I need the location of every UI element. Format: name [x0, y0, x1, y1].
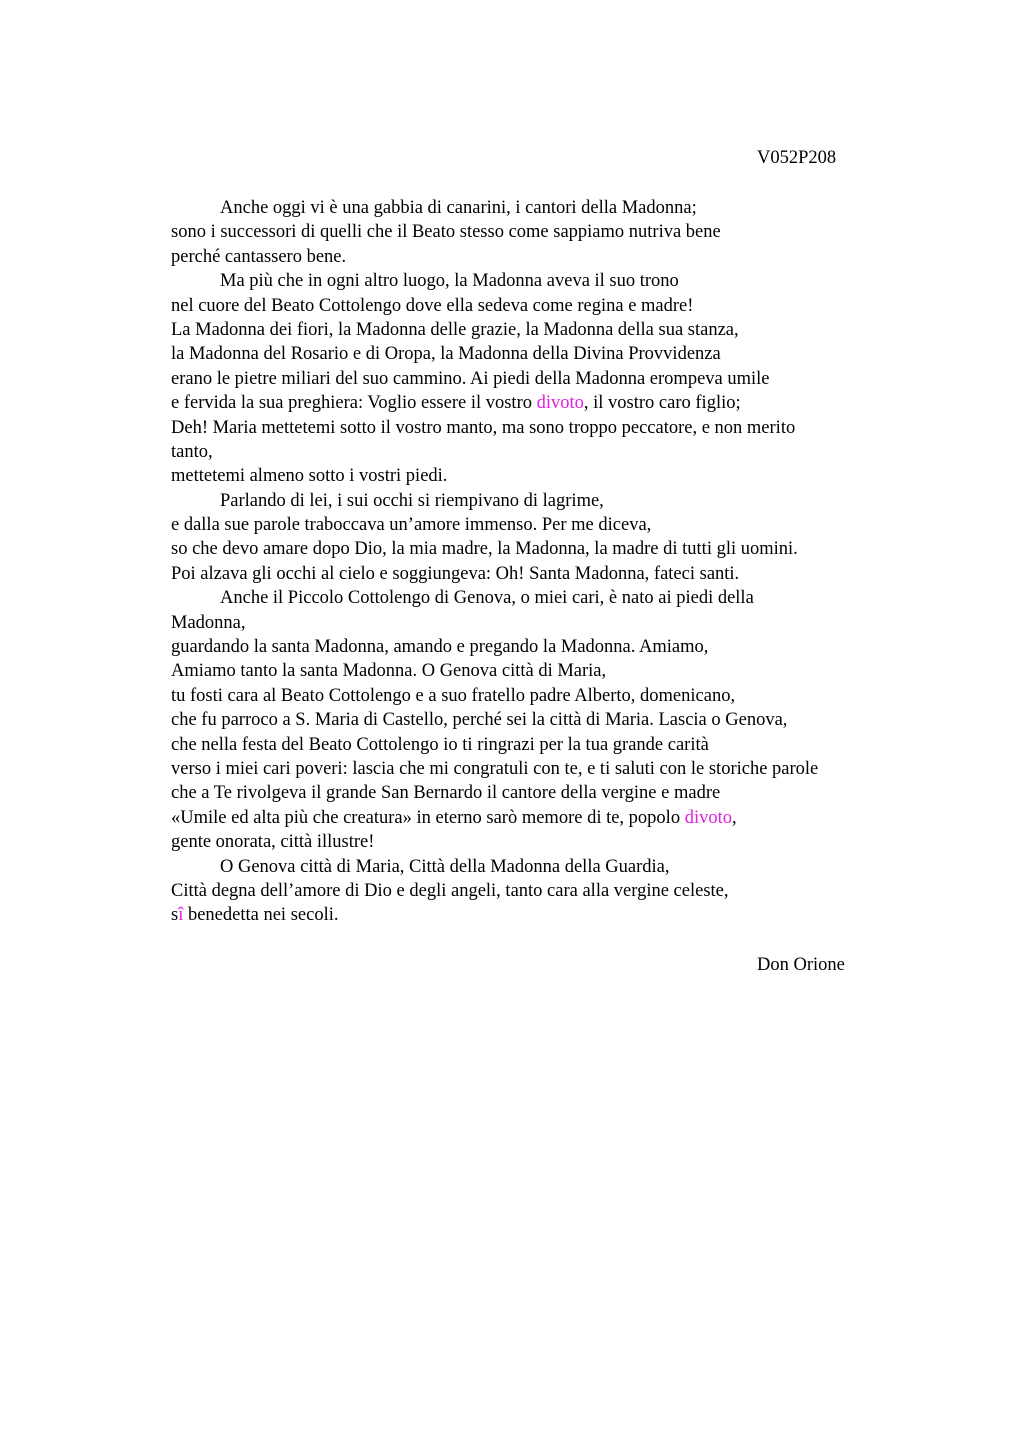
text-line [171, 342, 911, 366]
text-segment: s [171, 905, 179, 926]
text-segment: Ma più che in ogni altro luogo, la Madonna aveva il suo trono [220, 271, 679, 292]
page-code: V052P208 [757, 148, 837, 168]
text-line [171, 806, 911, 830]
text-segment: che a Te rivolgeva il grande San Bernardo il cantore della vergine e madre [171, 783, 721, 804]
text-segment: Città degna dell’amore di Dio e degli angeli, tanto cara alla vergine celeste, [171, 880, 729, 901]
text-segment: sono i successori di quelli che il Beato stesso come sappiamo nutriva bene [171, 222, 721, 243]
text-segment: Poi alzava gli occhi al cielo e soggiungeva: Oh! Santa Madonna, fateci santi. [171, 563, 740, 584]
text-segment: erano le pietre miliari del suo cammino. Ai piedi della Madonna erompeva umile [171, 368, 770, 389]
text-line [171, 391, 911, 415]
text-segment: «Umile ed alta più che creatura» in eterno sarò memore di te, popolo [171, 807, 685, 828]
text-segment: Amiamo tanto la santa Madonna. O Genova città di Maria, [171, 661, 607, 682]
text-line [171, 489, 911, 513]
text-segment: tu fosti cara al Beato Cottolengo e a suo fratello padre Alberto, domenicano, [171, 685, 736, 706]
text-segment: , [731, 807, 737, 828]
text-line [171, 879, 911, 903]
text-segment: Anche il Piccolo Cottolengo di Genova, o miei cari, è nato ai piedi della [220, 588, 754, 609]
text-line [171, 684, 911, 708]
text-line [171, 367, 911, 391]
text-line [171, 464, 911, 488]
text-segment: e dalla sue parole traboccava un’amore immenso. Per me diceva, [171, 515, 652, 536]
text-line [171, 416, 911, 440]
text-line [171, 733, 911, 757]
text-line [171, 196, 911, 220]
text-line [171, 537, 911, 561]
text-line [171, 855, 911, 879]
signature: Don Orione [757, 955, 845, 975]
text-line [171, 269, 911, 293]
text-segment: gente onorata, città illustre! [171, 832, 375, 853]
text-line [171, 513, 911, 537]
text-line [171, 318, 911, 342]
text-segment: Deh! Maria mettetemi sotto il vostro manto, ma sono troppo peccatore, e non merito [171, 417, 796, 438]
body-text [171, 196, 911, 928]
text-line [171, 903, 911, 927]
text-line [171, 635, 911, 659]
text-segment: Anche oggi vi è una gabbia di canarini, i cantori della Madonna; [220, 198, 697, 218]
text-line [171, 586, 911, 610]
text-segment: perché cantassero bene. [171, 246, 347, 267]
text-line [171, 708, 911, 732]
highlighted-word: î [178, 905, 184, 926]
text-line [171, 781, 911, 805]
highlighted-word: divoto [536, 393, 584, 414]
text-line [171, 830, 911, 854]
text-segment: la Madonna del Rosario e di Oropa, la Madonna della Divina Provvidenza [171, 344, 721, 365]
text-line [171, 440, 911, 464]
text-line [171, 757, 911, 781]
text-segment: tanto, [171, 441, 213, 462]
text-segment: mettetemi almeno sotto i vostri piedi. [171, 466, 448, 487]
text-segment: Parlando di lei, i sui occhi si riempivano di lagrime, [220, 490, 604, 511]
text-segment: che fu parroco a S. Maria di Castello, perché sei la città di Maria. Lascia o Genova, [171, 710, 788, 731]
text-line [171, 294, 911, 318]
text-line [171, 611, 911, 635]
text-segment: O Genova città di Maria, Città della Madonna della Guardia, [220, 856, 670, 877]
text-line [171, 659, 911, 683]
text-line [171, 220, 911, 244]
text-segment: so che devo amare dopo Dio, la mia madre, la Madonna, la madre di tutti gli uomini. [171, 539, 798, 560]
text-segment: nel cuore del Beato Cottolengo dove ella sedeva come regina e madre! [171, 295, 694, 316]
text-segment: benedetta nei secoli. [183, 905, 339, 926]
text-line [171, 245, 911, 269]
text-segment: Madonna, [171, 612, 246, 633]
text-segment: e fervida la sua preghiera: Voglio essere il vostro [171, 393, 537, 414]
text-line [171, 562, 911, 586]
text-segment: , il vostro caro figlio; [583, 393, 741, 414]
text-segment: che nella festa del Beato Cottolengo io ti ringrazi per la tua grande carità [171, 734, 709, 755]
highlighted-word: divoto [684, 807, 732, 828]
text-segment: verso i miei cari poveri: lascia che mi congratuli con te, e ti saluti con le storiche parole [171, 758, 819, 779]
text-segment: La Madonna dei fiori, la Madonna delle grazie, la Madonna della sua stanza, [171, 319, 739, 340]
text-segment: guardando la santa Madonna, amando e pregando la Madonna. Amiamo, [171, 637, 709, 658]
